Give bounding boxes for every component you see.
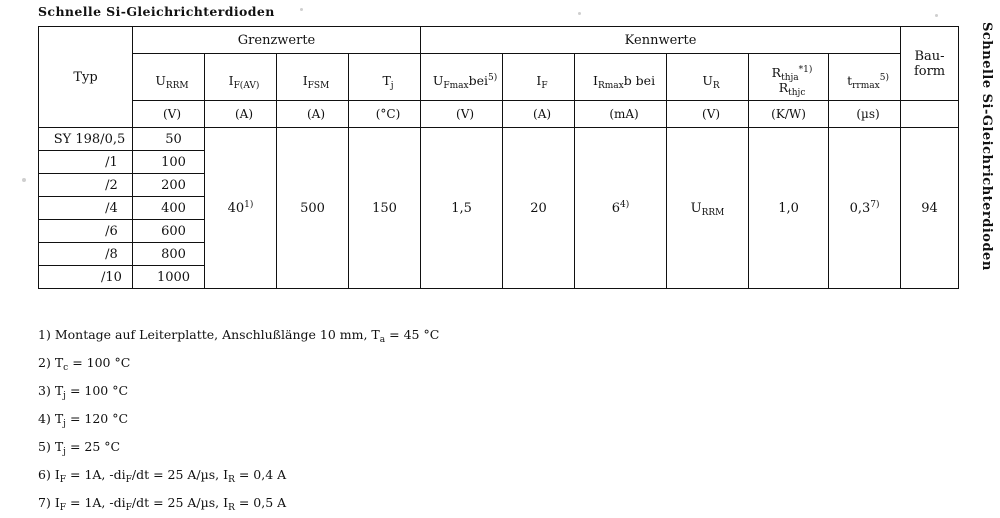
symbol-trr-base: t — [847, 72, 853, 88]
footnote-5-rest: = 25 °C — [65, 439, 121, 454]
urrm-value-4: 600 — [133, 220, 205, 243]
urrm-value-6: 1000 — [133, 266, 205, 289]
footnote-1-sub: a — [379, 335, 386, 345]
symbol-ufmax-note: 5) — [488, 72, 498, 83]
header-bauform — [901, 27, 959, 101]
symbol-rthja-base: R — [771, 65, 782, 80]
footnote-7-text: I — [54, 495, 60, 510]
symbol-ur-sub: R — [712, 80, 720, 91]
symbol-rthjc-sub: thjc — [788, 88, 806, 98]
side-running-title: Schnelle Si-Gleichrichterdioden — [979, 22, 994, 271]
footnote-7-rest3: = 0,5 A — [234, 495, 287, 510]
value-ur — [667, 128, 749, 289]
value-ifav-note: 1) — [244, 199, 254, 210]
symbol-urrm — [133, 54, 205, 101]
footnote-5-text: T — [54, 439, 64, 454]
footnote-7-rest: = 1A, -di — [66, 495, 126, 510]
footnote-3-rest: = 100 °C — [65, 383, 129, 398]
table-header-groups — [39, 27, 959, 54]
type-name-0: SY 198/0,5 — [39, 128, 133, 151]
urrm-value-3: 400 — [133, 197, 205, 220]
footnote-2 — [38, 350, 439, 378]
symbol-if-sub: F — [541, 80, 548, 91]
symbol-ur-base: U — [702, 72, 713, 88]
type-name-1-text: /1 — [105, 154, 118, 170]
footnote-5-marker: 5) — [38, 439, 51, 454]
footnote-3 — [38, 378, 439, 406]
footnote-6-text: I — [54, 467, 60, 482]
unit-irmax: (mA) — [575, 101, 667, 128]
header-bauform-line1: Bau- — [914, 48, 945, 64]
footnote-6 — [38, 462, 439, 490]
symbol-urrm-base: U — [155, 72, 166, 88]
symbol-rthjc-base: R — [778, 80, 789, 95]
table-header-symbols — [39, 54, 959, 101]
header-typ: Typ — [39, 27, 133, 128]
footnote-2-sub: c — [63, 363, 69, 373]
value-irmax — [575, 128, 667, 289]
unit-if: (A) — [503, 101, 575, 128]
footnote-7-marker: 7) — [38, 495, 51, 510]
table-header-units — [39, 101, 959, 128]
scan-speck — [935, 14, 938, 17]
footnote-6-sub2: F — [125, 475, 132, 485]
footnote-7-sub3: R — [228, 503, 235, 513]
type-name-4 — [39, 220, 133, 243]
footnote-6-sub3: R — [228, 475, 235, 485]
unit-urrm: (V) — [133, 101, 205, 128]
footnote-4 — [38, 406, 439, 434]
footnote-2-rest: = 100 °C — [68, 355, 131, 370]
symbol-rthja-sub: thja — [781, 73, 799, 83]
symbol-tj-sub: j — [390, 80, 394, 91]
symbol-ifav-base: I — [228, 72, 234, 88]
urrm-value-1: 100 — [133, 151, 205, 174]
unit-ifav: (A) — [205, 101, 277, 128]
footnote-7-sub2: F — [125, 503, 132, 513]
symbol-if-base: I — [536, 72, 542, 88]
footnote-1-text: Montage auf Leiterplatte, Anschlußlänge 10 mm, T — [54, 327, 380, 342]
symbol-irmax — [575, 54, 667, 101]
footnote-2-text: T — [54, 355, 64, 370]
footnote-6-rest3: = 0,4 A — [234, 467, 287, 482]
symbol-irmax-sub: Rmax — [597, 80, 624, 91]
footnote-5 — [38, 434, 439, 462]
value-irmax-note: 4) — [620, 199, 630, 210]
symbol-trr-sub: rrmax — [852, 80, 880, 91]
footnote-1-rest: = 45 °C — [385, 327, 440, 342]
footnote-2-marker: 2) — [38, 355, 51, 370]
footnote-3-text: T — [54, 383, 64, 398]
value-ur-base: U — [690, 200, 702, 216]
value-trrmax — [829, 128, 901, 289]
header-grenzwerte: Grenzwerte — [133, 27, 421, 54]
value-ifav-number: 40 — [227, 200, 245, 216]
value-bauform: 94 — [901, 128, 959, 289]
value-ur-sub: RRM — [701, 207, 725, 218]
symbol-ufmax-bei: bei — [468, 72, 488, 88]
footnote-1-marker: 1) — [38, 327, 51, 342]
type-name-2 — [39, 174, 133, 197]
symbol-ufmax-base: U — [432, 72, 444, 88]
value-trrmax-number: 0,3 — [849, 200, 871, 216]
value-tj: 150 — [349, 128, 421, 289]
page-title: Schnelle Si-Gleichrichterdioden — [38, 4, 275, 19]
header-kennwerte: Kennwerte — [421, 27, 901, 54]
footnote-4-text: T — [54, 411, 64, 426]
type-name-6-text: /10 — [101, 269, 122, 285]
urrm-value-0: 50 — [133, 128, 205, 151]
value-rthja: 1,0 — [749, 128, 829, 289]
symbol-ifsm-sub: FSM — [307, 80, 330, 91]
symbol-ifav — [205, 54, 277, 101]
type-name-2-text: /2 — [105, 177, 118, 193]
symbol-if — [503, 54, 575, 101]
type-name-4-text: /6 — [105, 223, 118, 239]
unit-trr: (µs) — [829, 101, 901, 128]
unit-rth: (K/W) — [749, 101, 829, 128]
footnote-7-rest2: /dt = 25 A/µs, I — [131, 495, 229, 510]
symbol-ufmax — [421, 54, 503, 101]
footnotes — [38, 322, 439, 518]
type-name-6 — [39, 266, 133, 289]
footnote-4-sub: j — [63, 419, 66, 429]
unit-ifsm: (A) — [277, 101, 349, 128]
symbol-trr — [829, 54, 901, 101]
scan-speck — [300, 8, 303, 11]
symbol-ifsm-base: I — [302, 72, 308, 88]
symbol-tj — [349, 54, 421, 101]
unit-bauform — [901, 101, 959, 128]
value-ifsm: 500 — [277, 128, 349, 289]
symbol-rth — [749, 54, 829, 101]
symbol-irmax-bei: b bei — [623, 72, 656, 88]
unit-ur: (V) — [667, 101, 749, 128]
footnote-5-sub: j — [63, 447, 66, 457]
value-irmax-number: 6 — [611, 200, 621, 216]
footnote-3-marker: 3) — [38, 383, 51, 398]
symbol-urrm-sub: RRM — [165, 80, 189, 91]
type-name-3 — [39, 197, 133, 220]
symbol-irmax-base: I — [592, 72, 598, 88]
value-ufmax: 1,5 — [421, 128, 503, 289]
symbol-ur — [667, 54, 749, 101]
scan-speck — [578, 12, 581, 15]
symbol-ufmax-sub: Fmax — [443, 80, 469, 91]
symbol-rthja-note: *1) — [798, 65, 813, 75]
footnote-4-rest: = 120 °C — [65, 411, 129, 426]
type-name-5 — [39, 243, 133, 266]
footnote-1 — [38, 322, 439, 350]
symbol-tj-base: T — [382, 72, 391, 88]
table-row — [39, 128, 959, 151]
header-bauform-line2: form — [913, 63, 946, 79]
footnote-4-marker: 4) — [38, 411, 51, 426]
specification-table — [38, 26, 959, 289]
unit-ufmax: (V) — [421, 101, 503, 128]
type-name-1 — [39, 151, 133, 174]
value-ifav — [205, 128, 277, 289]
scan-speck — [22, 178, 26, 182]
footnote-7 — [38, 490, 439, 518]
type-name-3-text: /4 — [105, 200, 118, 216]
urrm-value-2: 200 — [133, 174, 205, 197]
type-name-5-text: /8 — [105, 246, 118, 262]
footnote-6-marker: 6) — [38, 467, 51, 482]
value-trrmax-note: 7) — [870, 199, 880, 210]
symbol-ifav-sub: F(AV) — [233, 80, 260, 91]
footnote-3-sub: j — [63, 391, 66, 401]
footnote-6-rest: = 1A, -di — [66, 467, 126, 482]
value-if: 20 — [503, 128, 575, 289]
urrm-value-5: 800 — [133, 243, 205, 266]
unit-tj: (°C) — [349, 101, 421, 128]
footnote-6-rest2: /dt = 25 A/µs, I — [131, 467, 229, 482]
symbol-ifsm — [277, 54, 349, 101]
footnote-7-sub: F — [59, 503, 67, 513]
symbol-trr-note: 5) — [879, 72, 889, 83]
footnote-6-sub: F — [59, 475, 67, 485]
